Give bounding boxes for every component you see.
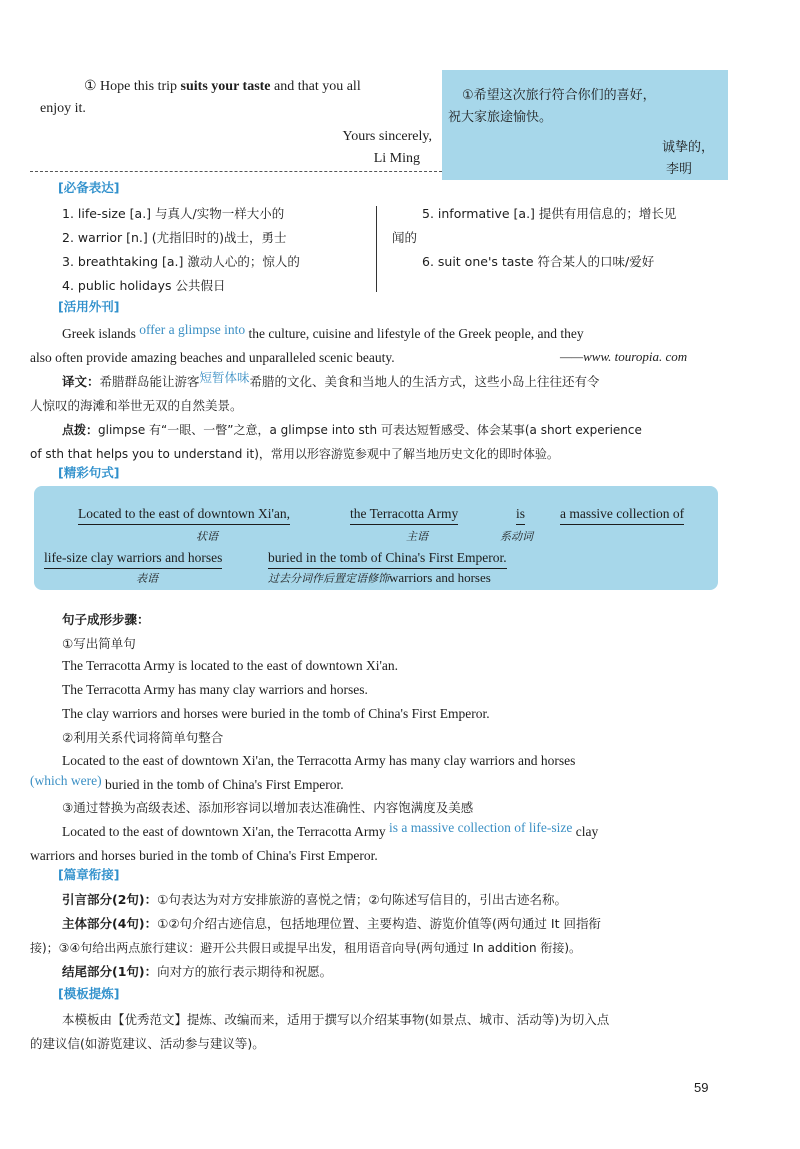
cn-letter-line-1: ①希望这次旅行符合你们的喜好，	[462, 88, 656, 103]
vocab-item-cont: 闻的	[392, 230, 418, 245]
label-predicative: 表语	[136, 572, 158, 585]
dashed-divider	[30, 171, 442, 172]
step-1-title: ①写出简单句	[62, 636, 136, 651]
letter-english	[40, 76, 432, 170]
vocab-item: 2. warrior [n.] (尤指旧时的)战士，勇士	[62, 230, 287, 245]
tip-line-2: of sth that helps you to understand it)，常用以形容游览参观中了解当地历史文化的即时体验。	[30, 447, 559, 461]
label-attributive: 过去分词作后置定语修饰warriors and horses	[268, 570, 491, 585]
step-2-title: ②利用关系代词将简单句整合	[62, 730, 224, 745]
section-sentence: [精彩句式]	[58, 465, 120, 480]
letter-chinese-box	[442, 70, 728, 180]
which-were: (which were)	[30, 773, 102, 788]
part-verb: is	[516, 506, 525, 525]
vocab-item: 1. life-size [a.] 与真人/实物一样大小的	[62, 206, 285, 221]
translation-line-2: 人惊叹的海滩和举世无双的自然美景。	[30, 398, 243, 413]
closing: Yours sincerely,	[342, 129, 432, 144]
magazine-line-2: also often provide amazing beaches and unparalleled scenic beauty.	[30, 350, 395, 365]
step-1-sentence-c: The clay warriors and horses were buried in the tomb of China's First Emperor.	[62, 706, 490, 721]
vocab-item: 6. suit one's taste 符合某人的口味/爱好	[422, 254, 655, 269]
vocab-item: 5. informative [a.] 提供有用信息的；增长见	[422, 206, 677, 221]
essentials-left	[62, 202, 300, 298]
vocab-item: 3. breathtaking [a.] 激动人心的；惊人的	[62, 254, 300, 269]
part-adverbial: Located to the east of downtown Xi'an,	[78, 506, 290, 525]
ending-part: 结尾部分(1句)：向对方的旅行表示期待和祝愿。	[62, 964, 333, 979]
body-part-line-2: 接)；③④句给出两点旅行建议：避开公共假日或提早出发，租用语音向导(两句通过 In addition 衔接)。	[30, 941, 582, 955]
label-verb: 系动词	[500, 530, 533, 543]
cn-name: 李明	[665, 162, 692, 177]
part-subject: the Terracotta Army	[350, 506, 458, 525]
essentials-right	[392, 202, 722, 274]
step-3-line-2: warriors and horses buried in the tomb of China's First Emperor.	[30, 848, 378, 863]
step-2-line-1: Located to the east of downtown Xi'an, the Terracotta Army has many clay warriors and horses	[62, 753, 576, 768]
signature-name: Li Ming	[373, 151, 420, 166]
intro-part: 引言部分(2句)：①句表达为对方安排旅游的喜悦之情；②句陈述写信目的，引出古迹名称。	[62, 892, 568, 907]
steps-title: 句子成形步骤：	[62, 612, 150, 627]
magazine-source: ——www. touropia. com	[560, 349, 688, 364]
suits-your-taste: suits your taste	[180, 79, 271, 94]
part-predicative-b: life-size clay warriors and horses	[44, 550, 222, 569]
letter-line-2: enjoy it.	[40, 101, 86, 116]
tip-line-1: 点拨：glimpse 有“一眼、一瞥”之意，a glimpse into sth 可表达短暂感受、体会某事(a short experience	[62, 423, 642, 437]
section-magazine: [活用外刊]	[58, 299, 120, 314]
letter-line-1: ① Hope this trip suits your taste and that you all	[84, 79, 361, 94]
glimpse-phrase: offer a glimpse into	[139, 322, 246, 337]
column-divider	[376, 206, 377, 292]
label-adverbial: 状语	[196, 530, 218, 543]
template-line-1: 本模板由【优秀范文】提炼、改编而来，适用于撰写以介绍某事物(如景点、城市、活动等)为切入点	[62, 1012, 610, 1027]
label-subject: 主语	[406, 530, 428, 543]
sentence-box	[34, 486, 718, 590]
step-3-line-1: Located to the east of downtown Xi'an, the Terracotta Army is a massive collection of life-size clay	[62, 820, 599, 839]
massive-collection-phrase: is a massive collection of life-size	[389, 820, 573, 835]
step-3-title: ③通过替换为高级表述、添加形容词以增加表达准确性、内容饱满度及美感	[62, 800, 474, 815]
section-essentials: [必备表达]	[58, 180, 120, 195]
part-predicative-a: a massive collection of	[560, 506, 684, 525]
template-line-2: 的建议信(如游览建议、活动参与建议等)。	[30, 1036, 265, 1051]
part-attributive: buried in the tomb of China's First Emperor.	[268, 550, 507, 569]
translation-line-1: 译文：希腊群岛能让游客短暂体味希腊的文化、美食和当地人的生活方式，这些小岛上往往还有令	[62, 370, 600, 389]
cn-closing: 诚挚的，	[661, 140, 714, 155]
cn-letter-line-2: 祝大家旅途愉快。	[448, 110, 553, 125]
step-1-sentence-a: The Terracotta Army is located to the east of downtown Xi'an.	[62, 658, 399, 673]
page-number: 59	[694, 1080, 709, 1095]
magazine-line-1: Greek islands offer a glimpse into the culture, cuisine and lifestyle of the Greek people, and they	[62, 322, 584, 341]
body-part-line-1: 主体部分(4句)：①②句介绍古迹信息，包括地理位置、主要构造、游览价值等(两句通过 It 回指衔	[62, 916, 601, 931]
step-1-sentence-b: The Terracotta Army has many clay warriors and horses.	[62, 682, 368, 697]
section-template: [模板提炼]	[58, 986, 120, 1001]
translation-highlight: 短暂体味	[199, 370, 250, 385]
section-transition: [篇章衔接]	[58, 867, 120, 882]
step-2-line-2: (which were) buried in the tomb of China's First Emperor.	[30, 773, 344, 792]
vocab-item: 4. public holidays 公共假日	[62, 278, 226, 293]
